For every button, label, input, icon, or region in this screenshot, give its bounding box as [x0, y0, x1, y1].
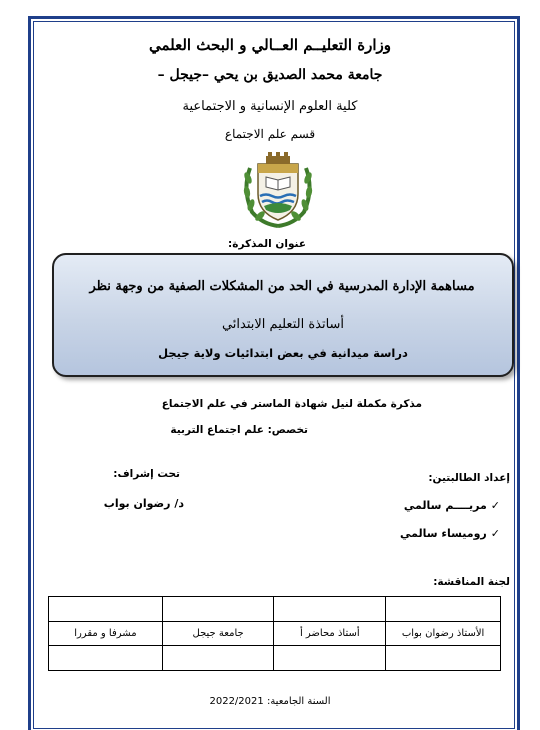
table-cell [386, 646, 501, 671]
thesis-title-box [52, 253, 514, 377]
table-cell: جامعة جيجل [162, 621, 274, 646]
degree-line: مذكرة مكملة لنيل شهادة الماستر في علم الاجتماع [161, 398, 422, 410]
table-cell: أستاذ محاضر أ [274, 621, 386, 646]
student-1: ✓مريــــم سالمي [403, 499, 500, 512]
check-icon: ✓ [490, 499, 500, 512]
table-row [49, 597, 501, 622]
thesis-title-line1: مساهمة الإدارة المدرسية في الحد من المشكلات الصفية من وجهة نظر [89, 279, 475, 294]
table-cell [162, 597, 274, 622]
thesis-subtitle: دراسة ميدانية في بعض ابتدائيات ولاية جيجل [158, 346, 408, 360]
student-2: ✓روميساء سالمي [399, 527, 500, 540]
table-row [49, 646, 501, 671]
specialty-line: تخصص: علم اجتماع التربية [170, 424, 308, 436]
committee-table [48, 596, 501, 671]
memo-title-label: عنوان المذكرة: [228, 238, 306, 250]
ministry-heading: وزارة التعليــم العــالي و البحث العلمي [148, 36, 392, 54]
table-cell [386, 597, 501, 622]
table-cell [274, 597, 386, 622]
supervision-label: تحت إشراف: [113, 468, 180, 480]
table-cell [274, 646, 386, 671]
supervisor-name: د/ رضوان بواب [103, 497, 184, 510]
table-cell [49, 597, 163, 622]
department-heading: قسم علم الاجتماع [224, 127, 316, 141]
thesis-title-line2: أساتذة التعليم الابتدائي [221, 317, 345, 332]
faculty-heading: كلية العلوم الإنسانية و الاجتماعية [182, 99, 358, 114]
committee-label: لجنة المناقشة: [433, 576, 510, 588]
table-row [49, 621, 501, 646]
prepared-by-label: إعداد الطالبتين: [428, 472, 510, 484]
check-icon: ✓ [490, 527, 500, 540]
table-cell: مشرفا و مقررا [49, 621, 163, 646]
table-cell [49, 646, 163, 671]
university-heading: جامعة محمد الصديق بن يحي –جيجل – [157, 67, 383, 83]
table-cell: الأستاذ رضوان بواب [386, 621, 501, 646]
table-cell [162, 646, 274, 671]
academic-year: السنة الجامعية: 2022/2021 [209, 696, 331, 707]
university-emblem-icon [240, 150, 316, 228]
